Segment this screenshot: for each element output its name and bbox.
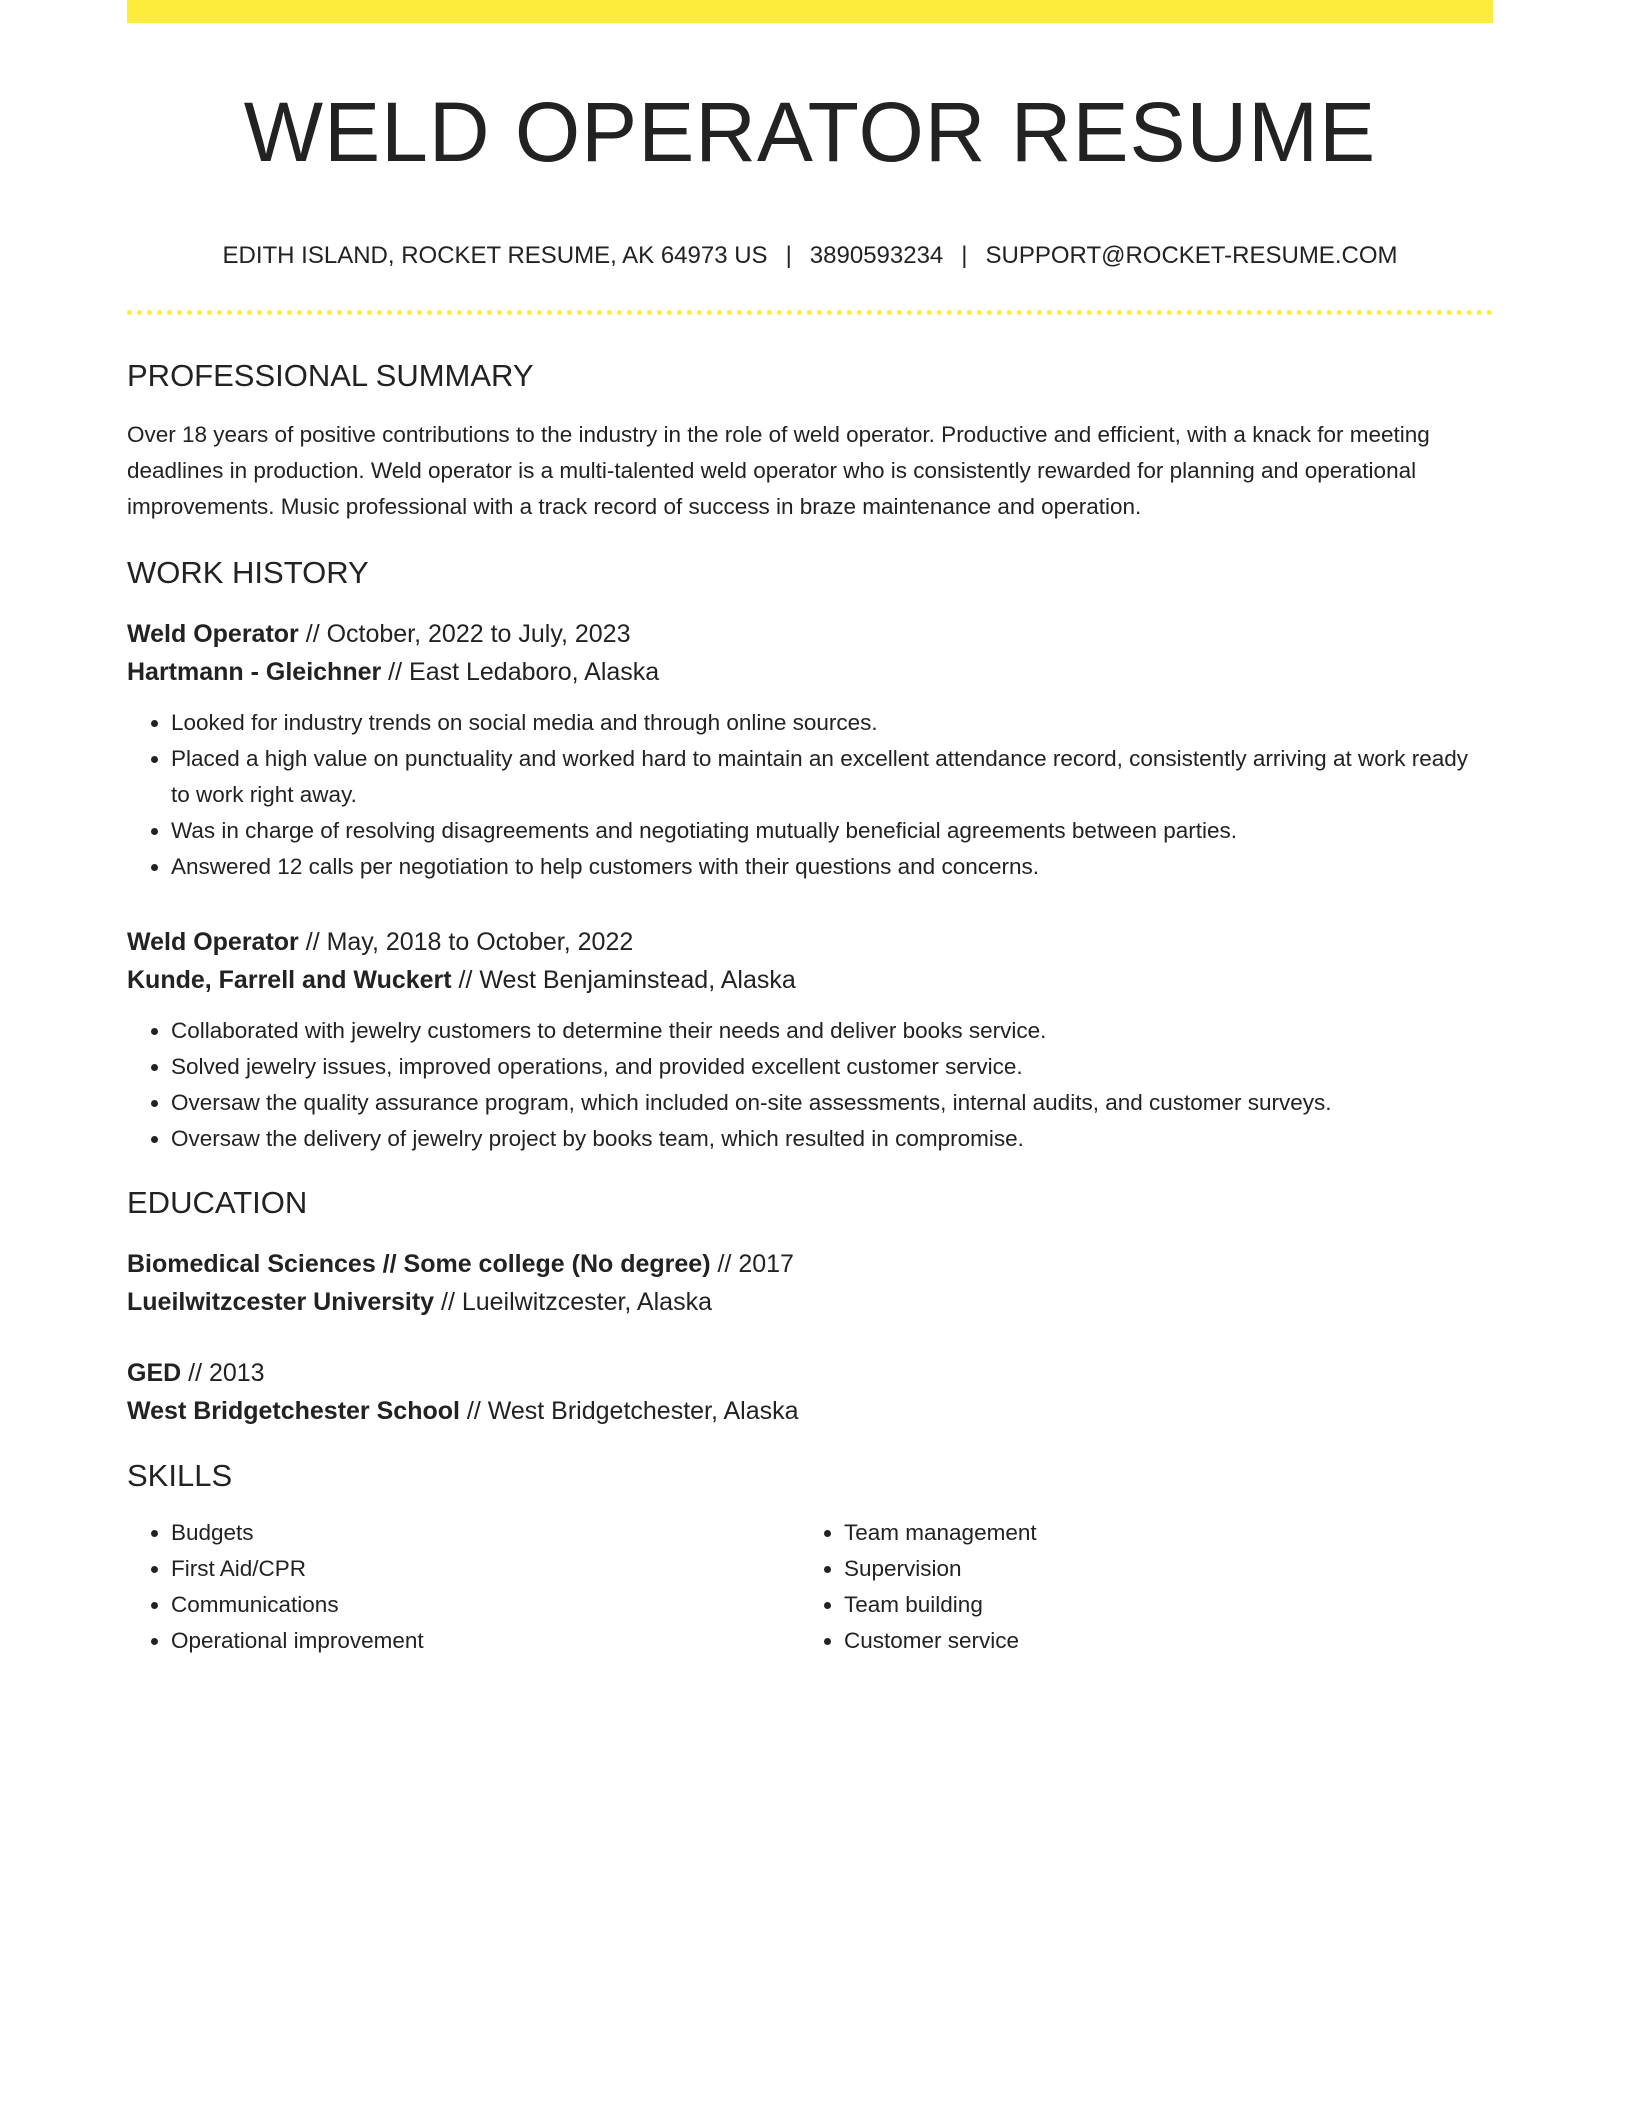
education-degree-line: [127, 1354, 1493, 1392]
job-bullet: • Looked for industry trends on social media and through online sources.: [171, 705, 1493, 741]
education-school: West Bridgetchester School: [127, 1397, 460, 1425]
education-year: // 2017: [710, 1250, 794, 1278]
education-school: Lueilwitzcester University: [127, 1288, 435, 1316]
job-bullet: • Collaborated with jewelry customers to determine their needs and deliver books service.: [171, 1013, 1493, 1049]
dotted-divider: [127, 310, 1493, 315]
summary-text: Over 18 years of positive contributions to the industry in the role of weld operator. Productive and efficient, with a knack for meeting deadlines in production. Weld operator is a multi-talented weld operator who is consistently rewarded for planning and operational improvements. Music professional with a track record of success in braze maintenance and operation.: [127, 422, 1430, 519]
job-title: Weld Operator: [127, 928, 299, 956]
education-degree-line: [127, 1245, 1493, 1283]
skill-item: • Team building: [844, 1587, 1473, 1623]
job-company-line: [127, 961, 1493, 999]
job-bullet: • Solved jewelry issues, improved operations, and provided excellent customer service.: [171, 1049, 1493, 1085]
contact-separator: |: [785, 242, 792, 269]
contact-address: EDITH ISLAND, ROCKET RESUME, AK 64973 US: [222, 242, 768, 269]
job-bullet: • Placed a high value on punctuality and worked hard to maintain an excellent attendance record, consistently arriving at work ready to work right away.: [171, 741, 1493, 813]
job-bullets: [127, 1013, 1493, 1157]
accent-top-bar: [127, 0, 1493, 23]
education-year: // 2013: [181, 1359, 265, 1387]
skills-grid: [127, 1515, 1493, 1659]
job-bullet: • Was in charge of resolving disagreements and negotiating mutually beneficial agreements between parties.: [171, 813, 1493, 849]
job-title-line: [127, 923, 1493, 961]
job-title-line: [127, 615, 1493, 653]
work-history-heading: WORK HISTORY: [127, 555, 369, 590]
skill-item: • Budgets: [171, 1515, 800, 1551]
skills-heading: SKILLS: [127, 1458, 233, 1493]
education-heading: EDUCATION: [127, 1185, 308, 1220]
education-entry: [127, 1354, 1493, 1430]
job-bullet: • Oversaw the quality assurance program, which included on-site assessments, internal audits, and customer surveys.: [171, 1085, 1493, 1121]
job-dates: // May, 2018 to October, 2022: [298, 928, 634, 956]
skills-list-right: [800, 1515, 1473, 1659]
job-location: // West Benjaminstead, Alaska: [451, 966, 796, 994]
education-degree: GED: [127, 1359, 182, 1387]
job-location: // East Ledaboro, Alaska: [381, 658, 660, 686]
skill-item: • First Aid/CPR: [171, 1551, 800, 1587]
education-location: // Lueilwitzcester, Alaska: [434, 1288, 712, 1316]
resume-title: WELD OPERATOR RESUME: [243, 85, 1377, 179]
contact-separator: |: [961, 242, 968, 269]
education-school-line: [127, 1283, 1493, 1321]
education-entry: [127, 1245, 1493, 1321]
contact-line: [127, 241, 1493, 271]
skills-list-left: [127, 1515, 800, 1659]
contact-phone: 3890593234: [809, 242, 944, 269]
skill-item: • Operational improvement: [171, 1623, 800, 1659]
education-location: // West Bridgetchester, Alaska: [459, 1397, 799, 1425]
job-title: Weld Operator: [127, 620, 299, 648]
summary-heading: PROFESSIONAL SUMMARY: [127, 358, 534, 393]
skill-item: • Team management: [844, 1515, 1473, 1551]
job-dates: // October, 2022 to July, 2023: [298, 620, 631, 648]
job-company: Hartmann - Gleichner: [127, 658, 382, 686]
job-entry: [127, 615, 1493, 885]
skill-item: • Supervision: [844, 1551, 1473, 1587]
education-degree: Biomedical Sciences // Some college (No degree): [127, 1250, 711, 1278]
skill-item: • Communications: [171, 1587, 800, 1623]
contact-email: SUPPORT@ROCKET-RESUME.COM: [985, 242, 1398, 269]
job-company: Kunde, Farrell and Wuckert: [127, 966, 452, 994]
education-school-line: [127, 1392, 1493, 1430]
job-entry: [127, 923, 1493, 1157]
skill-item: • Customer service: [844, 1623, 1473, 1659]
job-bullets: [127, 705, 1493, 885]
job-bullet: • Oversaw the delivery of jewelry project by books team, which resulted in compromise.: [171, 1121, 1493, 1157]
job-bullet: • Answered 12 calls per negotiation to help customers with their questions and concerns.: [171, 849, 1493, 885]
resume-page: [127, 0, 1493, 1659]
job-company-line: [127, 653, 1493, 691]
